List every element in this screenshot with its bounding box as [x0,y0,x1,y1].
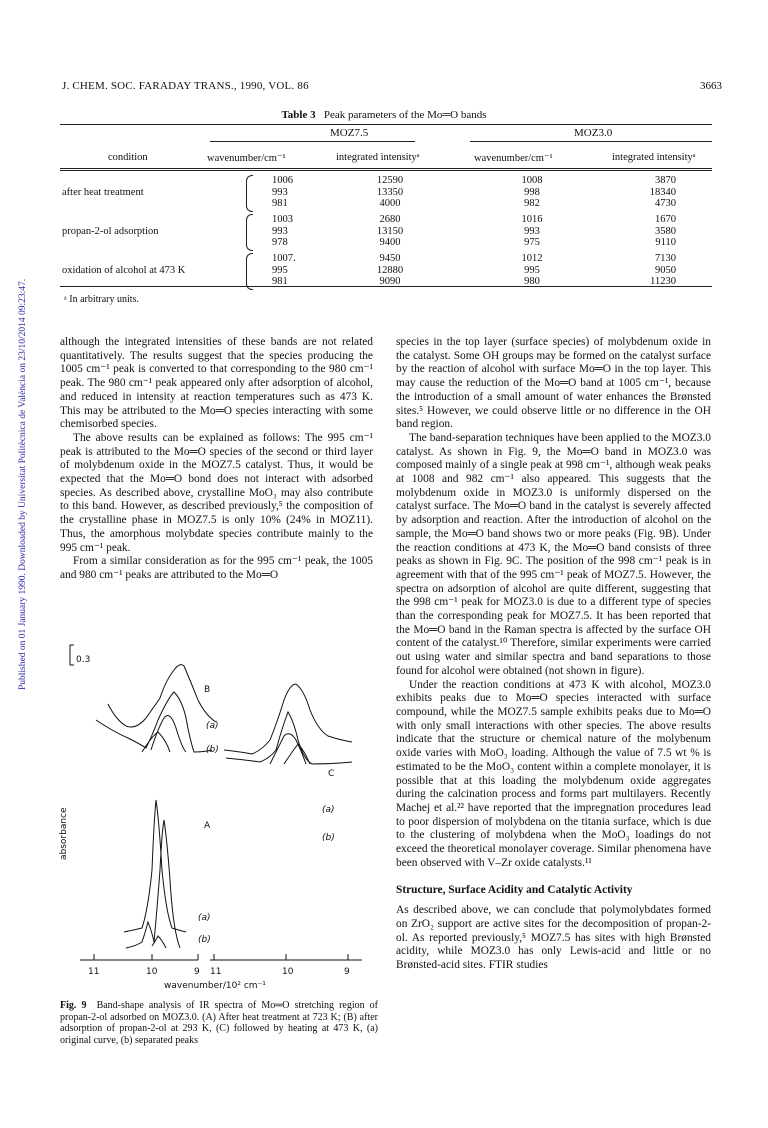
curve-a-label-a: (a) [198,913,211,923]
curve-c-original [224,684,352,754]
brace-icon [246,214,253,251]
download-notice [6,200,28,700]
table-cell: 998 [524,186,540,198]
y-axis-label: absorbance [59,807,69,860]
tick-left-9: 9 [194,967,200,977]
table-cell: 1670 [655,214,676,225]
table-group-moz75: MOZ7.5 [330,127,369,139]
table-header-wavenumber-1: wavenumber/cm⁻¹ [207,153,286,164]
table-cell: 7130 [655,253,676,264]
curve-b-separated [96,692,212,752]
table-rule-header-double [60,170,712,171]
tick-left-11: 11 [88,967,100,977]
journal-header: J. CHEM. SOC. FARADAY TRANS., 1990, VOL. 86 [62,80,309,92]
tick-right-10: 10 [282,967,294,977]
table-cell: 1007. [272,253,296,264]
paragraph: although the integrated intensities of these bands are not related quantitatively. The results suggest that the species producing the 1005 cm⁻¹ peak is converted to that corresponding to the 980 cm⁻¹ peak. The 980 cm⁻¹ peak appeared only after adsorption of alcohol, and reduced in intensity at reaction temperatures such as 473 K. This may be attributed to the Mo═O species interacting with some chemisorbed species. [60,336,373,431]
paragraph: Under the reaction conditions at 473 K with alcohol, MOZ3.0 exhibits peaks due to Mo═O species interacted with surface compound, while the MOZ7.5 sample exhibits peaks due to Mo═O with only small interactions with other species. The above results indicate that the structure or chemical nature of the molybenum oxide varies with MoO₃ loading. Although the value of 7.5 wt % is estimated to be the MoO₃ content within a complete monolayer, it is possible that at this loading the molybdenum oxide aggregates during the calcination process and forms part multilayers. Recently Machej et al.²² have reported that the impregnation procedures lead to poor dispersion of molybdena on the titania surface, which is due to the clustering of molybdena when the MoO₃ loadings do not exceed the theoretical monolayer coverage. Similar phenomena have been observed with V–Zr oxide catalysts.¹¹ [396,678,711,869]
table-header-intensity-1: integrated intensityᵃ [336,152,420,163]
panel-c-label: C [328,769,335,779]
table-cell: 4000 [379,198,401,209]
page-number: 3663 [700,80,722,92]
curve-a-label-b: (a) [206,721,219,731]
tick-right-11: 11 [210,967,222,977]
curve-b-label-b: (b) [206,745,219,755]
panel-a-label: A [204,821,211,831]
table-cell-condition: propan-2-ol adsorption [62,225,159,237]
x-axis-label: wavenumber/10² cm⁻¹ [164,981,266,990]
brace-icon [246,253,253,290]
table-header-wavenumber-2: wavenumber/cm⁻¹ [474,153,553,164]
table-cell: 13350 [376,186,404,198]
table-cell: 3580 [655,225,676,237]
table-cell: 11230 [650,276,676,287]
curve-a-original [124,800,186,932]
table-cell: 4730 [655,198,676,209]
table-cell: 993 [524,225,540,237]
table-cell: 993 [272,186,288,198]
table-header-intensity-2: integrated intensityᵃ [612,152,696,163]
table-group-moz30: MOZ3.0 [574,127,613,139]
table-label: Table 3 [281,109,316,121]
paragraph: The above results can be explained as follows: The 995 cm⁻¹ peak is attributed to the Mo═O species of the second or third layer of molybdenum oxide in the MOZ7.5 catalyst. Thus, it would be expected that the Mo═O bond does not interact with adsorbed species. As described above, crystalline MoO₃ may also contribute to this band. However, as described previously,⁵ the composition of the crystalline phase in MOZ7.5 is only 10% (24% in MOZ11). Thus, the amorphous molybdate species contribute mainly to the 995 cm⁻¹ peak. [60,431,373,554]
left-column [60,336,373,583]
table-cell: 975 [524,237,540,248]
table-cell: 9050 [655,264,676,276]
scale-label: 0.3 [76,655,91,665]
table-cell: 18340 [649,186,676,198]
table-cell: 995 [524,264,540,276]
table-cell: 9400 [379,237,401,248]
table-header-condition: condition [108,152,148,163]
table-cell: 13150 [376,225,404,237]
table-cell: 978 [272,237,288,248]
tick-right-9: 9 [344,967,350,977]
curve-b-label-a: (b) [198,935,211,945]
table-rule-top [60,124,712,125]
table-cell: 995 [272,264,288,276]
table-footnote: ᵃ In arbitrary units. [64,294,139,305]
table-rule-group-left [210,141,415,142]
table-cell: 980 [524,276,540,287]
download-notice-text: Published on 01 January 1990. Downloaded by Universitat Politècnica de València on 23/10/2014 09:23:47. [18,278,28,690]
curve-a-label-c: (a) [322,805,335,815]
figure-caption-text: Band-shape analysis of IR spectra of Mo═O stretching region of propan-2-ol adsorbed on MOZ3.0. (A) After heat treatment at 723 K; (B) after adsorption of propan-2-ol at 293 K, (C) followed by heating at 473 K, (a) original curve, (b) separated peaks [60,1000,379,1046]
figure-caption [60,1000,378,1046]
scale-bar [70,645,74,665]
table-cell: 1016 [521,214,543,225]
table-cell: 1003 [272,214,293,225]
table-cell: 9450 [379,253,401,264]
table-cell-condition: after heat treatment [62,186,144,198]
panel-b-label: B [204,685,211,695]
curve-b-original [108,665,216,727]
tick-left-10: 10 [146,967,158,977]
paragraph: The band-separation techniques have been applied to the MOZ3.0 catalyst. As shown in Fig. 9, the Mo═O band in MOZ3.0 was composed mainly of a single peak at 998 cm⁻¹, although weak peaks at 1008 and 982 cm⁻¹ also appeared. This suggests that the molybdenum oxide in MOZ3.0 is uniformly dispersed on the catalyst surface. The Mo═O band in the catalyst is severely affected by adsorption and reaction. After the introduction of alcohol on the sample, the Mo═O band shows two or more peaks (Fig. 9B). Under the reaction conditions at 473 K, the Mo═O band consists of three peaks as shown in Fig. 9C. The position of the 998 cm⁻¹ peak is in agreement with that of the 995 cm⁻¹ peak of MOZ7.5. However, the spectra on adsorption of alcohol are quite different, suggesting that the 998 cm⁻¹ peak for MOZ3.0 is due to a different type of species than the corresponding peak for MOZ7.5. It has been reported that the Mo═O band in the Raman spectra is affected by the surface OH content of the catalyst.¹⁰ Therefore, similar experiments were carried out using water and similar spectra and band separations to those found for alcohol were obtained (not shown in figure). [396,431,711,677]
table-rule-group-right [470,141,712,142]
paragraph: From a similar consideration as for the 995 cm⁻¹ peak, the 1005 and 980 cm⁻¹ peaks are attributed to the Mo═O [60,555,373,581]
table-cell: 9090 [379,276,401,287]
table-caption [0,109,768,121]
table-cell: 2680 [379,214,401,225]
table-cell: 1012 [521,253,543,264]
section-heading: Structure, Surface Acidity and Catalytic Activity [396,884,633,897]
table-cell: 12590 [376,175,404,186]
table-cell: 3870 [655,175,676,186]
figure-caption-label: Fig. 9 [60,1000,87,1011]
table-cell: 981 [272,276,288,287]
table-cell: 1006 [272,175,293,186]
paragraph: As described above, we can conclude that polymolybdates formed on ZrO₂ support are active sites for the decomposition of propan-2-ol. As reported previously,⁵ MOZ7.5 has sites with high Brønsted acidity, while MOZ3.0 has only Lewis-acid and little or no Brønsted-acid sites. FTIR studies [396,904,711,971]
paragraph: species in the top layer (surface species) of molybdenum oxide in the catalyst. Some OH groups may be formed on the catalyst surface by the reaction of alcohol with surface Mo═O in the top layer. This may cause the reduction of the Mo═O band at 1005 cm⁻¹, because the introduction of a small amount of water enhances the Brønsted sites.⁵ However, we could observe little or no difference in the OH band region. [396,336,711,431]
curve-b-label-c: (b) [322,833,335,843]
table-cell-condition: oxidation of alcohol at 473 K [62,264,186,276]
table-cell: 9110 [655,237,676,248]
figure-9 [56,640,376,990]
table-rule-header [60,168,712,169]
table-cell: 981 [272,198,288,209]
table-cell: 1008 [521,175,543,186]
table-cell: 12880 [376,264,404,276]
brace-icon [246,175,253,212]
table-cell: 982 [524,198,540,209]
right-column [396,336,711,973]
table-cell: 993 [272,225,288,237]
table-title: Peak parameters of the Mo═O bands [323,109,487,121]
